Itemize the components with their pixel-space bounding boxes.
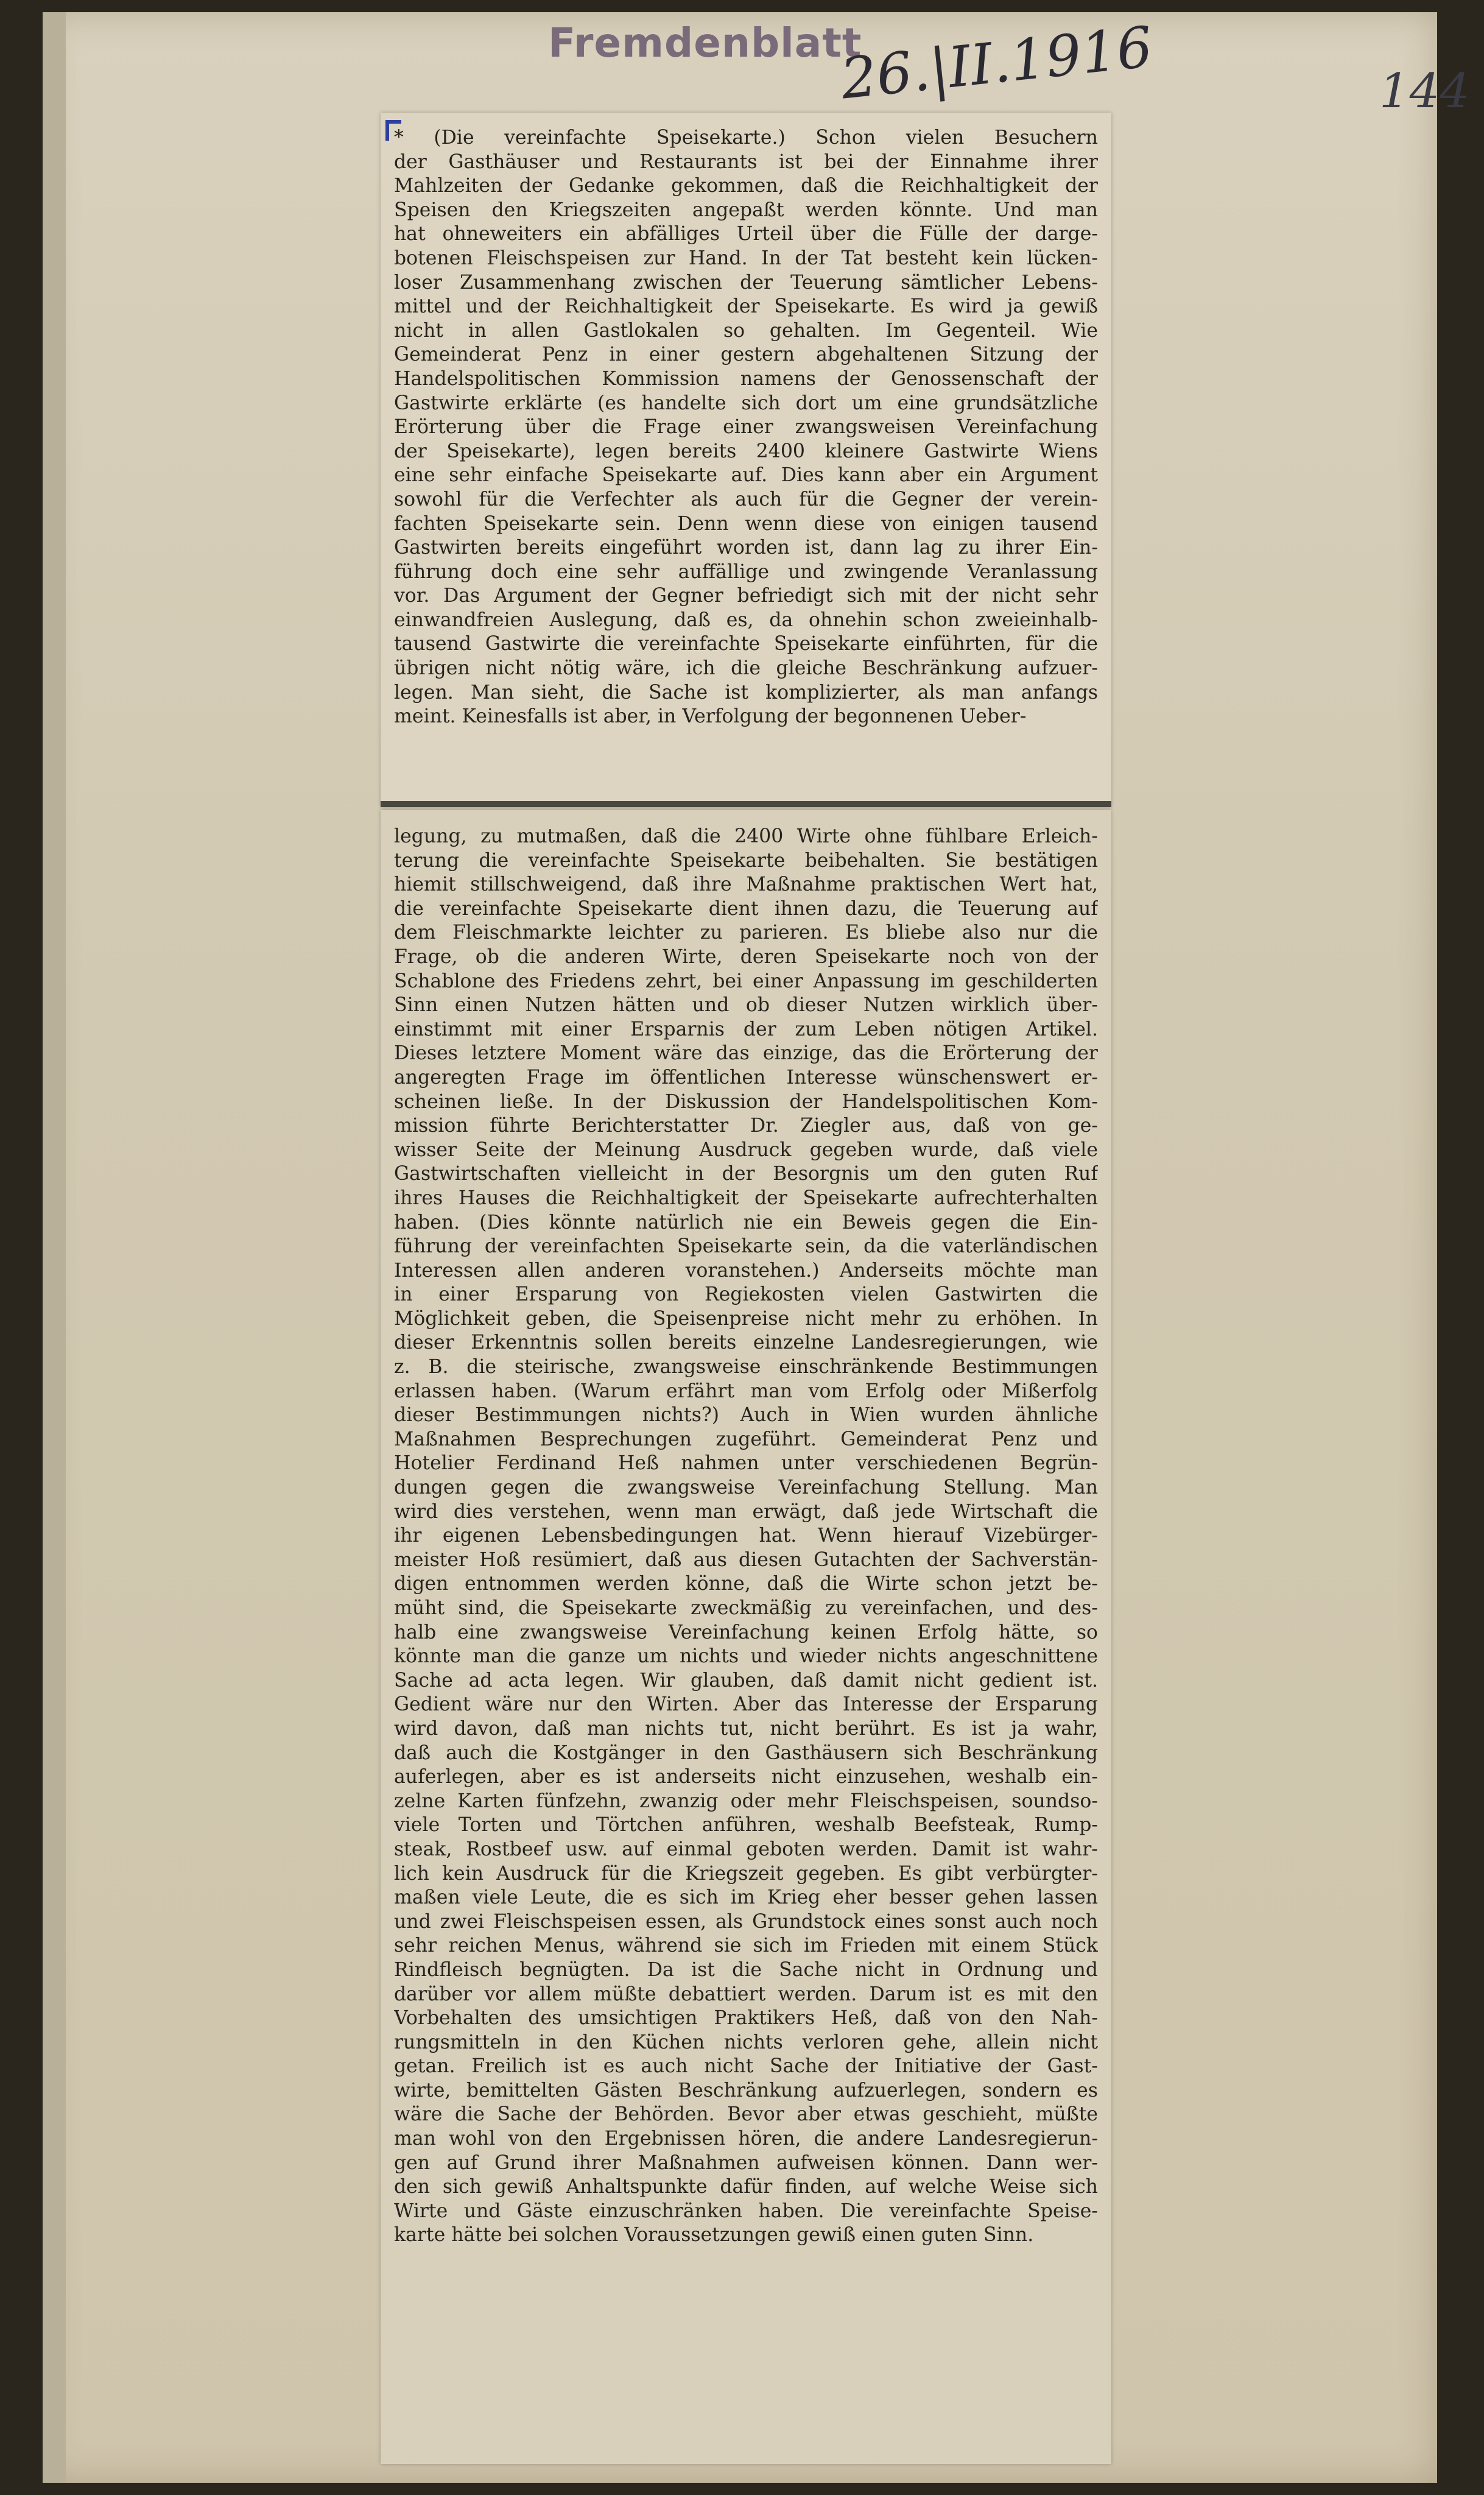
article-line: ihr eigenen Lebensbedingungen hat. Wenn hierauf Vizebürger- — [394, 1525, 1098, 1547]
article-line: einstimmt mit einer Ersparnis der zum Leben nötigen Artikel. — [394, 1018, 1098, 1040]
article-line: erlassen haben. (Warum erfährt man vom Erfolg oder Mißerfolg — [394, 1380, 1098, 1402]
article-line: legen. Man sieht, die Sache ist komplizierter, als man anfangs — [394, 681, 1098, 704]
clipping-part-1 — [381, 113, 1111, 807]
article-line: Hotelier Ferdinand Heß nahmen unter verschiedenen Begrün- — [394, 1452, 1098, 1475]
article-line: ihres Hauses die Reichhaltigkeit der Speisekarte aufrechterhalten — [394, 1187, 1098, 1209]
article-line: mission führte Berichterstatter Dr. Ziegler aus, daß von ge- — [394, 1115, 1098, 1137]
article-line: wirte, bemittelten Gästen Beschränkung aufzuerlegen, sondern es — [394, 2079, 1098, 2102]
article-line: vor. Das Argument der Gegner befriedigt sich mit der nicht sehr — [394, 585, 1098, 607]
article-line: Dieses letztere Moment wäre das einzige, das die Erörterung der — [394, 1042, 1098, 1065]
article-column-2 — [394, 825, 1098, 2248]
article-line: Handelspolitischen Kommission namens der Genossenschaft der — [394, 367, 1098, 390]
article-line: viele Torten und Törtchen anführen, weshalb Beefsteak, Rump- — [394, 1814, 1098, 1837]
article-line: Erörterung über die Frage einer zwangsweisen Vereinfachung — [394, 416, 1098, 439]
article-line: müht sind, die Speisekarte zweckmäßig zu vereinfachen, und des- — [394, 1597, 1098, 1619]
folio-number: 144 — [1379, 64, 1470, 119]
article-line: Gastwirten bereits eingeführt worden ist, dann lag zu ihrer Ein- — [394, 537, 1098, 559]
article-line: Mahlzeiten der Gedanke gekommen, daß die Reichhaltigkeit der — [394, 175, 1098, 197]
article-line: Speisen den Kriegszeiten angepaßt werden könnte. Und man — [394, 199, 1098, 221]
article-line: Rindfleisch begnügten. Da ist die Sache nicht in Ordnung und — [394, 1958, 1098, 1981]
article-line: lich kein Ausdruck für die Kriegszeit gegeben. Es gibt verbürgter- — [394, 1862, 1098, 1885]
article-line: getan. Freilich ist es auch nicht Sache der Initiative der Gast- — [394, 2055, 1098, 2078]
article-line: legung, zu mutmaßen, daß die 2400 Wirte ohne fühlbare Erleich- — [394, 825, 1098, 847]
sheet-edge — [43, 12, 66, 2483]
article-line: tausend Gastwirte die vereinfachte Speisekarte einführten, für die — [394, 633, 1098, 655]
article-line: meister Hoß resümiert, daß aus diesen Gutachten der Sachverstän- — [394, 1548, 1098, 1571]
article-line: einwandfreien Auslegung, daß es, da ohnehin schon zweieinhalb- — [394, 609, 1098, 631]
article-line: dungen gegen die zwangsweise Vereinfachung Stellung. Man — [394, 1477, 1098, 1499]
article-line: wisser Seite der Meinung Ausdruck gegeben wurde, daß viele — [394, 1138, 1098, 1161]
article-line: Wirte und Gäste einzuschränken haben. Die vereinfachte Speise- — [394, 2200, 1098, 2222]
article-line: und zwei Fleischspeisen essen, als Grundstock eines sonst auch noch — [394, 1910, 1098, 1933]
handwritten-date: 26.|II.1916 — [837, 14, 1156, 112]
article-line: karte hätte bei solchen Voraussetzungen gewiß einen guten Sinn. — [394, 2224, 1034, 2246]
article-line: loser Zusammenhang zwischen der Teuerung sämtlicher Lebens- — [394, 271, 1098, 294]
article-line: könnte man die ganze um nichts und wieder nichts angeschnittene — [394, 1645, 1098, 1668]
article-line: angeregten Frage im öffentlichen Interesse wünschenswert er- — [394, 1066, 1098, 1089]
article-line: sowohl für die Verfechter als auch für die Gegner der verein- — [394, 488, 1098, 510]
newspaper-stamp: Fremdenblatt — [548, 19, 862, 66]
article-line: man wohl von den Ergebnissen hören, die andere Landesregierun- — [394, 2128, 1098, 2150]
article-line: Sinn einen Nutzen hätten und ob dieser Nutzen wirklich über- — [394, 994, 1098, 1017]
article-line: Gastwirtschaften vielleicht in der Besorgnis um den guten Ruf — [394, 1163, 1098, 1185]
article-line: hiemit stillschweigend, daß ihre Maßnahme praktischen Wert hat, — [394, 873, 1098, 896]
article-line: Frage, ob die anderen Wirte, deren Speisekarte noch von der — [394, 945, 1098, 968]
article-line: Gastwirte erklärte (es handelte sich dort um eine grundsätzliche — [394, 392, 1098, 414]
article-line: meint. Keinesfalls ist aber, in Verfolgung der begonnenen Ueber- — [394, 705, 1027, 728]
article-line: der Speisekarte), legen bereits 2400 kleinere Gastwirte Wiens — [394, 440, 1098, 462]
article-line: dieser Erkenntnis sollen bereits einzelne Landesregierungen, wie — [394, 1332, 1098, 1354]
article-line: z. B. die steirische, zwangsweise einschränkende Bestimmungen — [394, 1356, 1098, 1378]
article-line: Schablone des Friedens zehrt, bei einer Anpassung im geschilderten — [394, 970, 1098, 992]
article-line: Möglichkeit geben, die Speisenpreise nicht mehr zu erhöhen. In — [394, 1307, 1098, 1330]
article-line: wird davon, daß man nichts tut, nicht berührt. Es ist ja wahr, — [394, 1717, 1098, 1740]
article-line: wird dies verstehen, wenn man erwägt, daß jede Wirtschaft die — [394, 1500, 1098, 1523]
article-line: digen entnommen werden könne, daß die Wirte schon jetzt be- — [394, 1573, 1098, 1595]
article-line: terung die vereinfachte Speisekarte beibehalten. Sie bestätigen — [394, 849, 1098, 872]
article-line: hat ohneweiters ein abfälliges Urteil über die Fülle der darge- — [394, 223, 1098, 245]
article-line: nicht in allen Gastlokalen so gehalten. Im Gegenteil. Wie — [394, 319, 1098, 342]
article-line: rungsmitteln in den Küchen nichts verloren gehe, allein nicht — [394, 2031, 1098, 2053]
article-line: haben. (Dies könnte natürlich nie ein Beweis gegen die Ein- — [394, 1211, 1098, 1233]
article-line: dieser Bestimmungen nichts?) Auch in Wien wurden ähnliche — [394, 1404, 1098, 1427]
article-line: zelne Karten fünfzehn, zwanzig oder mehr Fleischspeisen, soundso- — [394, 1790, 1098, 1812]
article-line: Vorbehalten des umsichtigen Praktikers Heß, daß von den Nah- — [394, 2007, 1098, 2030]
article-line: wäre die Sache der Behörden. Bevor aber etwas geschieht, müßte — [394, 2103, 1098, 2126]
article-line: den sich gewiß Anhaltspunkte dafür finden, auf welche Weise sich — [394, 2176, 1098, 2198]
article-line: die vereinfachte Speisekarte dient ihnen dazu, die Teuerung auf — [394, 897, 1098, 920]
article-line: botenen Fleischspeisen zur Hand. In der Tat besteht kein lücken- — [394, 247, 1098, 269]
article-line: Gemeinderat Penz in einer gestern abgehaltenen Sitzung der — [394, 344, 1098, 366]
article-line: Gedient wäre nur den Wirten. Aber das Interesse der Ersparung — [394, 1693, 1098, 1716]
article-line: dem Fleischmarkte leichter zu parieren. Es bliebe also nur die — [394, 922, 1098, 944]
article-line: halb eine zwangsweise Vereinfachung keinen Erfolg hätte, so — [394, 1621, 1098, 1643]
article-column-1 — [394, 126, 1098, 729]
article-line: maßen viele Leute, die es sich im Krieg eher besser gehen lassen — [394, 1886, 1098, 1909]
clipping-part-2 — [381, 810, 1111, 2464]
article-line: sehr reichen Menus, während sie sich im Frieden mit einem Stück — [394, 1935, 1098, 1957]
article-line: eine sehr einfache Speisekarte auf. Dies kann aber ein Argument — [394, 464, 1098, 487]
article-line: in einer Ersparung von Regiekosten vielen Gastwirten die — [394, 1283, 1098, 1306]
article-line: führung doch eine sehr auffällige und zwingende Veranlassung — [394, 560, 1098, 583]
article-line: Interessen allen anderen voranstehen.) Anderseits möchte man — [394, 1259, 1098, 1282]
article-line: Sache ad acta legen. Wir glauben, daß damit nicht gedient ist. — [394, 1669, 1098, 1692]
article-line: führung der vereinfachten Speisekarte sein, da die vaterländischen — [394, 1235, 1098, 1258]
article-line: steak, Rostbeef usw. auf einmal geboten werden. Damit ist wahr- — [394, 1838, 1098, 1860]
article-line: darüber vor allem müßte debattiert werden. Darum ist es mit den — [394, 1983, 1098, 2005]
article-line: übrigen nicht nötig wäre, ich die gleiche Beschränkung aufzuer- — [394, 657, 1098, 680]
article-line: scheinen ließe. In der Diskussion der Handelspolitischen Kom- — [394, 1090, 1098, 1113]
article-line: daß auch die Kostgänger in den Gasthäusern sich Beschränkung — [394, 1742, 1098, 1764]
article-line: fachten Speisekarte sein. Denn wenn diese von einigen tausend — [394, 512, 1098, 535]
article-line: gen auf Grund ihrer Maßnahmen aufweisen können. Dann wer- — [394, 2151, 1098, 2174]
article-line: * (Die vereinfachte Speisekarte.) Schon vielen Besuchern — [394, 127, 1098, 149]
article-line: mittel und der Reichhaltigkeit der Speisekarte. Es wird ja gewiß — [394, 295, 1098, 318]
article-line: Maßnahmen Besprechungen zugeführt. Gemeinderat Penz und — [394, 1428, 1098, 1450]
article-line: der Gasthäuser und Restaurants ist bei der Einnahme ihrer — [394, 150, 1098, 173]
article-line: auferlegen, aber es ist anderseits nicht einzusehen, weshalb ein- — [394, 1766, 1098, 1788]
